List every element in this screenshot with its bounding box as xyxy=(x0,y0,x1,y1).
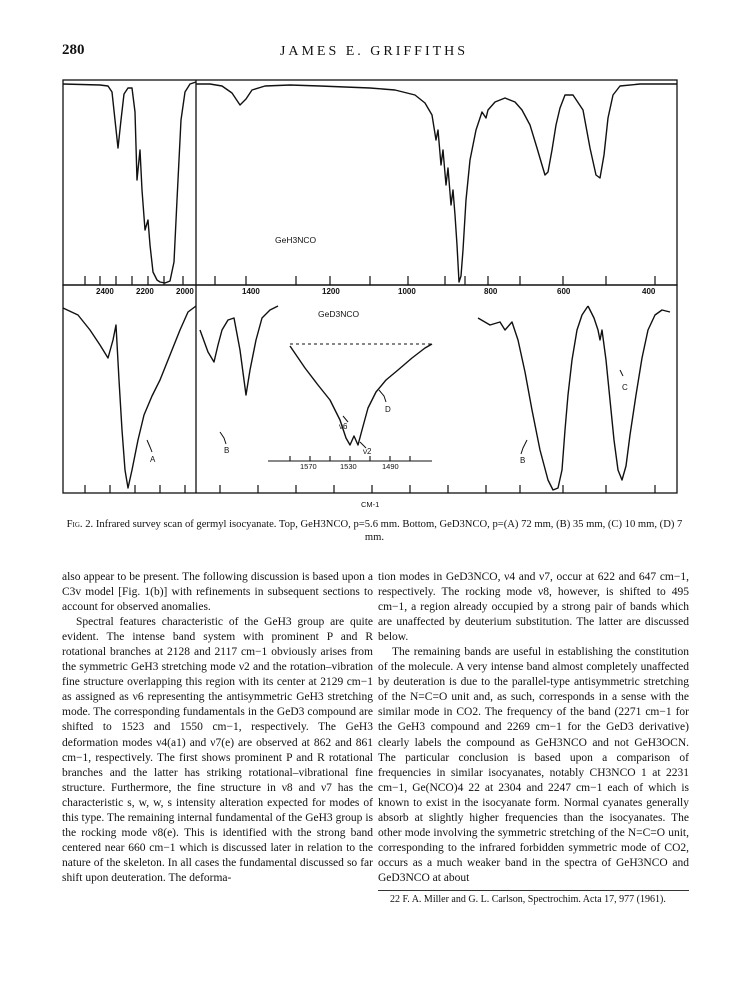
inset-tick-label: 1570 xyxy=(300,462,317,471)
top-spectrum-trace xyxy=(63,82,677,283)
running-head: JAMES E. GRIFFITHS xyxy=(279,44,469,59)
band-label-nu6: ν6 xyxy=(339,422,348,431)
inset-tick-label: 1490 xyxy=(382,462,399,471)
top-axis-tick-labels xyxy=(96,287,656,296)
band-labels xyxy=(150,383,628,465)
tick-label: 2000 xyxy=(176,287,194,296)
bottom-axis-label: CM-1 xyxy=(361,500,380,509)
band-label-d: D xyxy=(385,405,391,414)
tick-label: 800 xyxy=(484,287,498,296)
figure-caption xyxy=(62,518,687,544)
paragraph: tion modes in GeD3NCO, ν4 and ν7, occur at 622 and 647 cm−1, respectively. The rocking mode ν8, however, is shifted to 495 cm−1, a region already occupied by a strong pair of bands which are unaffected by deuterium substitution. The latter are discussed below. xyxy=(378,571,689,644)
top-panel-frame xyxy=(63,80,677,285)
band-label-b-right: B xyxy=(520,456,526,465)
band-label-c: C xyxy=(622,383,628,392)
tick-label: 1200 xyxy=(322,287,340,296)
band-label-nu2: ν2 xyxy=(363,447,372,456)
tick-label: 2200 xyxy=(136,287,154,296)
inset-axis xyxy=(268,456,432,461)
paragraph: also appear to be present. The following discussion is based upon a C3v model [Fig. 1(b)] with refinements in subsequent sections to account for observed anomalies. xyxy=(62,571,373,614)
caption-text: Infrared survey scan of germyl isocyanate. Top, GeH3NCO, p=5.6 mm. Bottom, GeD3NCO, p=(A) 72 mm, (B) 35 mm, (C) 10 mm, (D) 7 mm. xyxy=(95,519,683,543)
inset-tick-label: 1530 xyxy=(340,462,357,471)
left-column xyxy=(62,570,373,886)
tick-label: 2400 xyxy=(96,287,114,296)
page-number: 280 xyxy=(62,42,85,58)
footnote: 22 F. A. Miller and G. L. Carlson, Spectrochim. Acta 17, 977 (1961). xyxy=(378,890,689,907)
paragraph: The remaining bands are useful in establishing the constitution of the molecule. A very intense band almost completely unaffected by deuteration is due to the parallel-type antisymmetric stretching of the N=C=O unit and, as such, corresponds in a sense with the similar mode in CO2. The frequency of the band (2271 cm−1 for the GeH3 compound and 2269 cm−1 for the GeD3 derivative) clearly labels the compound as GeH3NCO and not GeH3OCN. The particular conclusion is based upon a comparison of frequencies in similar isocyanates, notably CH3NCO 1 at 2231 cm−1, Ge(NCO)4 22 at 2304 and 2247 cm−1 each of which is known to exist in the isocyanate form. Normal cyanates generally absorb at slightly higher frequencies than the isocyanates. The other mode involving the symmetric stretching of the N=C=O unit, corresponding to the infrared forbidden symmetric mode of CO2, occurs as a much weaker band in the spectra of GeH3NCO and GeD3NCO at about xyxy=(378,646,689,884)
caption-label: Fig. 2. xyxy=(66,519,94,530)
band-label-a: A xyxy=(150,455,156,464)
band-label-b: B xyxy=(224,446,230,455)
tick-label: 1400 xyxy=(242,287,260,296)
bottom-axis-ticks xyxy=(85,485,655,493)
tick-label: 400 xyxy=(642,287,656,296)
tick-label: 600 xyxy=(557,287,571,296)
inset-tick-labels xyxy=(300,462,399,471)
top-compound-label: GeH3NCO xyxy=(275,235,317,245)
paragraph: Spectral features characteristic of the GeH3 group are quite evident. The intense band system with prominent P and R rotational branches at 2128 and 2117 cm−1 obviously arises from the symmetric GeH3 stretching mode ν2 and the rotation–vibration fine structure overlapping this region with its center at 2129 cm−1 as assigned as ν6 representing the antisymmetric GeH3 stretching mode. The corresponding fundamentals in the GeD3 compound are shifted to 1523 and 1550 cm−1, respectively. The GeH3 deformation modes ν4(a1) and ν7(e) are observed at 862 and 861 cm−1, respectively. The first shows prominent P and R rotational branches and the latter has striking rotational–vibrational fine structure. Furthermore, the fine structure in ν8 and ν7 has the characteristic s, w, w, s intensity alteration expected for modes of this type. The remaining internal fundamental of the GeH3 group is the rocking mode ν8(e). This is identified with the strong band centered near 660 cm−1 which is discussed later in relation to the nature of the skeleton. In all cases the fundamental discussed so far shift upon deuteration. The deforma- xyxy=(62,616,373,884)
tick-label: 1000 xyxy=(398,287,416,296)
bottom-compound-label: GeD3NCO xyxy=(318,309,360,319)
right-column xyxy=(378,570,689,906)
